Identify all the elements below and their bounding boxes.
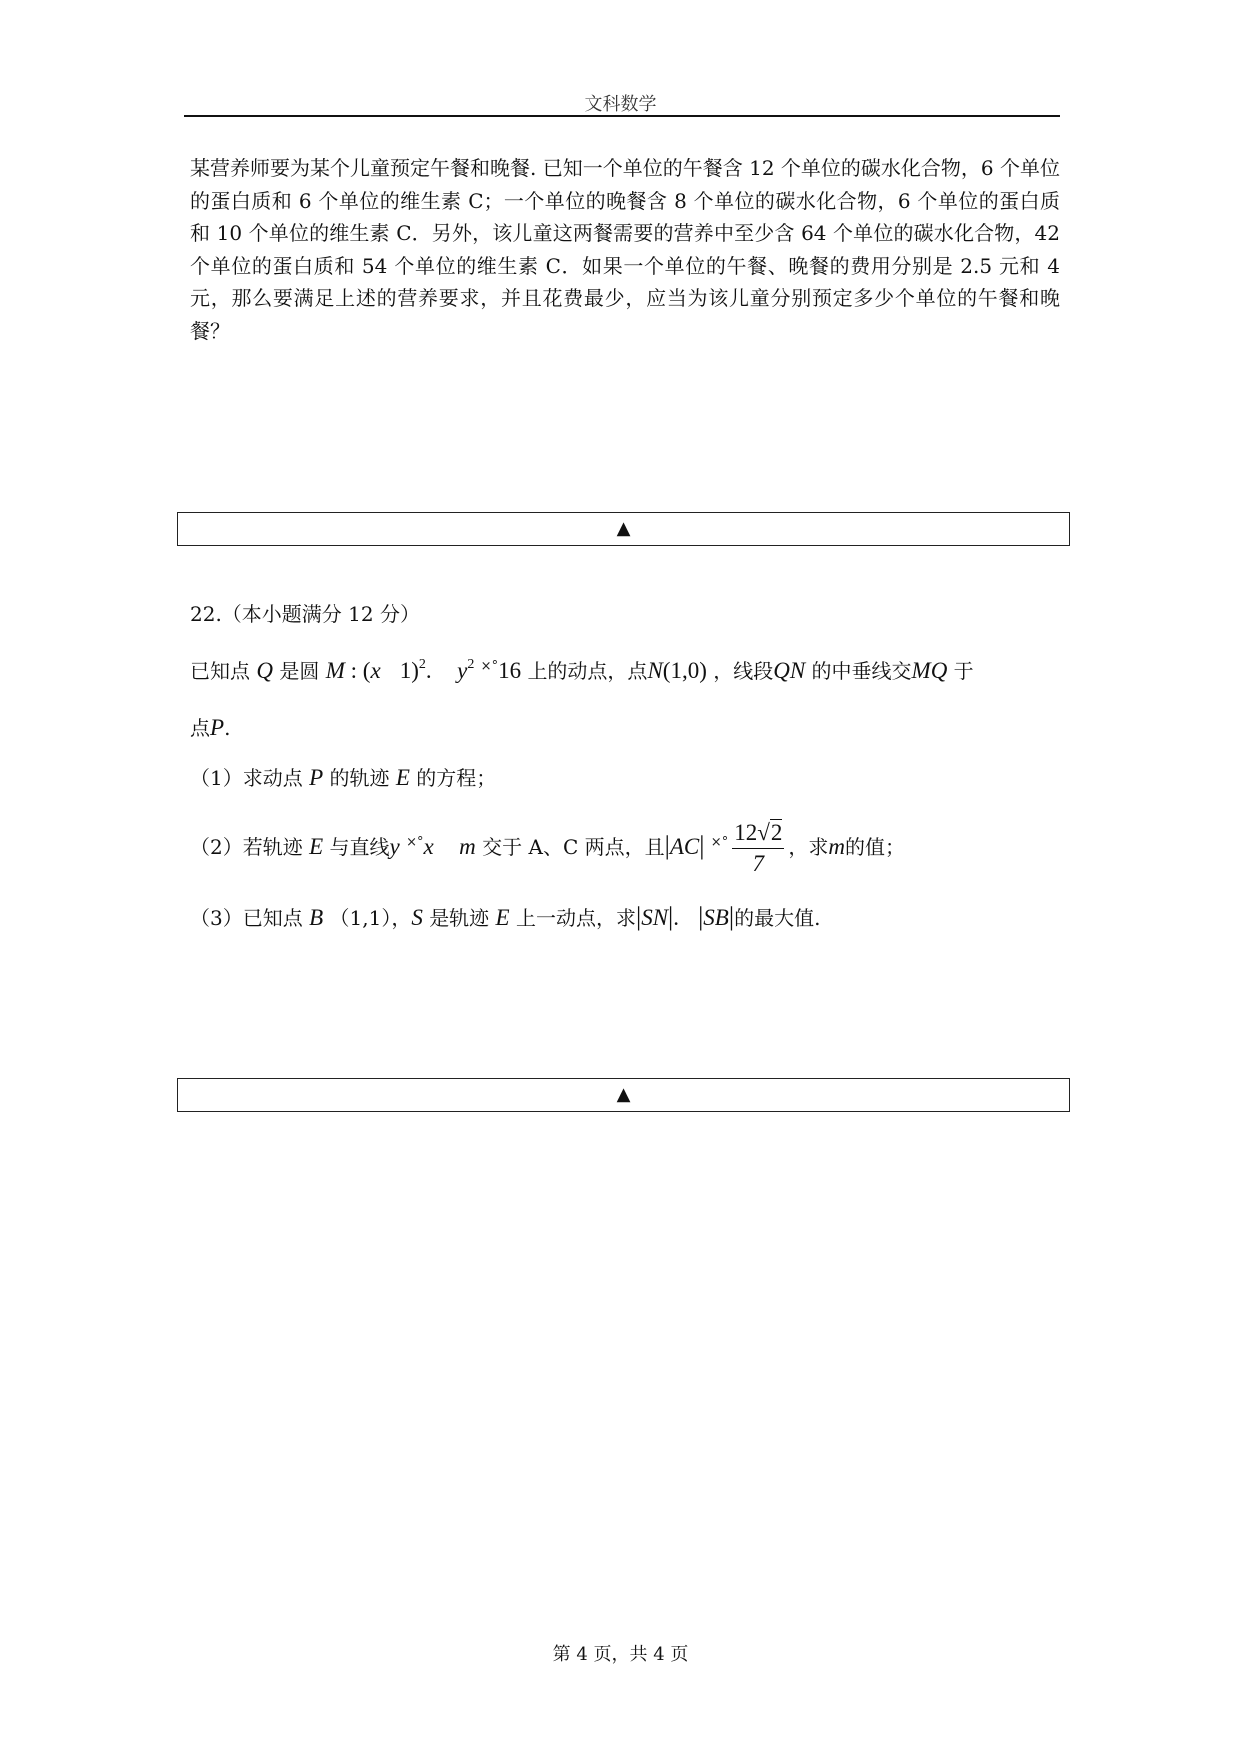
fraction-numerator: 12: [734, 820, 758, 845]
stem-text: 点: [190, 716, 210, 740]
fraction-denominator: 7: [752, 851, 765, 876]
math-text: 16: [498, 658, 522, 683]
triangle-icon: ▲: [616, 518, 631, 539]
math-text: : (: [344, 658, 371, 683]
math-text: (1,0): [662, 658, 707, 683]
question-22-part3: （3）已知点 B （1,1），S 是轨迹 E 上一动点，求|SN|. |SB|的最大值.: [190, 902, 821, 931]
math-var: x: [370, 658, 381, 683]
exponent: 2: [467, 657, 475, 672]
part-text: （3）已知点: [190, 906, 303, 930]
garbled-symbol-icon: ×°: [480, 659, 499, 674]
part-text: （1,1），: [329, 906, 412, 930]
math-var: SN: [641, 905, 669, 930]
math-var: S: [411, 905, 423, 930]
stem-text: 已知点: [190, 659, 250, 683]
math-var: M: [325, 658, 345, 683]
math-var: QN: [773, 658, 806, 683]
fraction: [732, 818, 784, 879]
math-var: P: [309, 765, 324, 790]
garbled-symbol-icon: ×°: [406, 835, 424, 850]
sqrt-icon: √: [757, 820, 770, 845]
page-header-title: 文科数学: [584, 94, 657, 115]
math-var: E: [395, 765, 410, 790]
math-var: SB: [703, 905, 729, 930]
math-var: y: [389, 834, 400, 859]
stem-text: 于: [953, 659, 974, 683]
math-var: N: [647, 658, 663, 683]
sqrt-radicand: 2: [770, 820, 783, 845]
question-21-text: 某营养师要为某个儿童预定午餐和晚餐. 已知一个单位的午餐含 12 个单位的碳水化合物，6 个单位的蛋白质和 6 个单位的维生素 C；一个单位的晚餐含 8 个单位的碳水化合物，6 个单位的蛋白质和 10 个单位的维生素 C．另外，该儿童这两餐需要的营养中至少含 64 个单位的碳水化合物，42 个单位的蛋白质和 54 个单位的维生素 C．如果一个单位的午餐、晚餐的费用分别是 2.5 元和 4 元，那么要满足上述的营养要求，并且花费最少，应当为该儿童分别预定多少个单位的午餐和晚餐？: [190, 156, 1060, 343]
math-var: m: [828, 834, 845, 859]
math-var: m: [459, 834, 476, 859]
question-22-part1: [190, 762, 496, 791]
math-var: AC: [669, 834, 700, 859]
question-22-stem-line2: [190, 712, 230, 741]
question-22-part2: （2）若轨迹 E 与直线y ×°x m 交于 A、C 两点，且|AC| ×° $\frac{12√2}{7}$ ，求m的值；: [190, 818, 905, 879]
math-var: y: [457, 658, 468, 683]
part-text: 与直线: [329, 835, 390, 859]
exponent: 2: [418, 657, 426, 672]
part-text: （1）求动点: [190, 766, 303, 790]
part-text: 交于 A、C 两点，且: [482, 835, 665, 859]
triangle-icon: ▲: [616, 1084, 631, 1105]
math-var: E: [309, 834, 324, 859]
part-text: 上一动点，求: [515, 906, 636, 930]
part-text: 的最大值.: [734, 906, 821, 930]
part-text: ，求: [788, 835, 829, 859]
answer-box-1: [177, 512, 1070, 546]
stem-text: 是圆: [279, 659, 320, 683]
header-rule: [184, 115, 1060, 117]
page-footer: 第 4 页，共 4 页: [552, 1644, 689, 1665]
question-22-heading: 22.（本小题满分 12 分）: [190, 602, 420, 626]
part-text: 的方程；: [416, 766, 497, 790]
part-text: （2）若轨迹: [190, 835, 303, 859]
math-var: P: [210, 715, 225, 740]
stem-text: .: [224, 716, 231, 740]
answer-box-2: [177, 1078, 1070, 1112]
math-var: x: [423, 834, 434, 859]
part-text: 是轨迹: [429, 906, 490, 930]
math-var: B: [309, 905, 324, 930]
part-text: 的轨迹: [329, 766, 390, 790]
question-22-stem-line1: 已知点 Q 是圆 M : (x 1)$^2$. $y^2$ ×°16 上的动点，点N(1,0) ，线段QN 的中垂线交MQ 于: [190, 657, 974, 683]
stem-text: ，线段: [713, 659, 774, 683]
math-var: E: [495, 905, 510, 930]
math-text: 1): [399, 658, 419, 683]
garbled-symbol-icon: ×°: [710, 835, 729, 850]
part-text: 的值；: [844, 835, 905, 859]
math-var: Q: [256, 658, 273, 683]
stem-text: 的中垂线交: [811, 659, 912, 683]
math-var: MQ: [911, 658, 948, 683]
stem-text: 上的动点，点: [527, 659, 648, 683]
